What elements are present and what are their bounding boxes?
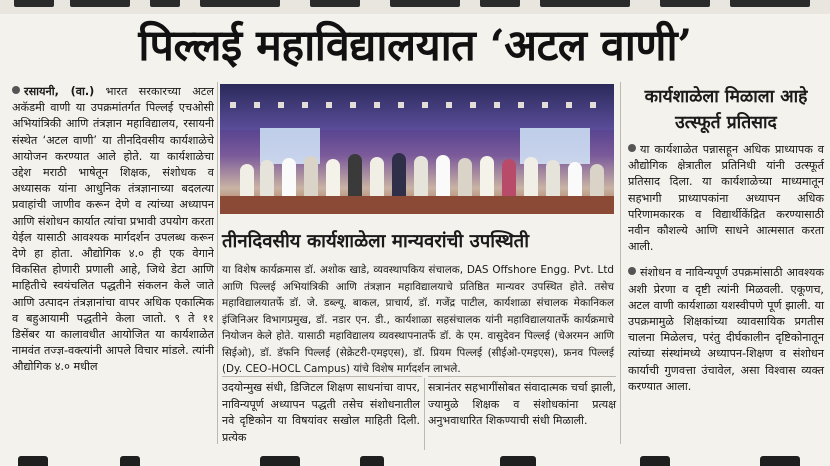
left-column	[12, 84, 214, 446]
right-paragraph-1-text: या कार्यशाळेत पन्नासहून अधिक प्राध्यापक व औद्योगिक क्षेत्रातील प्रतिनिधी यांनी उत्स्फूर्त प्रतिसाद दिला. या कार्यशाळेच्या माध्यमातून सहभागी प्राध्यापकांना अध्यापन अधिक परिणामकारक व विद्यार्थीकेंद्रित करण्यासाठी नवीन कौशल्ये आणि साधने आत्मसात करता आली.	[628, 143, 824, 254]
photo-caption: तीनदिवसीय कार्यशाळेला मान्यवरांची उपस्थिती	[222, 231, 529, 252]
bottom-right-paragraph: सत्रानंतर सहभागींसोबत संवादात्मक चर्चा झाली, ज्यामुळे शिक्षक व संशोधकांना प्रत्यक्ष अनुभवाधारित शिकण्याची संधी मिळाली.	[428, 381, 616, 427]
bullet-icon	[628, 144, 636, 152]
article-headline: पिल्लई महाविद्यालयात ‘अटल वाणी’	[138, 21, 692, 71]
bottom-left-paragraph: उदयोन्मुख संधी, डिजिटल शिक्षण साधनांचा वापर, नाविन्यपूर्ण अध्यापन पद्धती तसेच संशोधनातील नवे दृष्टिकोन या विषयांवर सखोल माहिती दिली. प्रत्येक	[222, 381, 420, 444]
right-column-heading: कार्यशाळेला मिळाला आहे उत्स्फूर्त प्रतिसाद	[644, 87, 808, 133]
middle-paragraph: या विशेष कार्यक्रमास डॉ. अशोक खाडे, व्यवस्थापकिय संचालक, DAS Offshore Engg. Pvt. Ltd आणि पिल्लई अभियांत्रिकी आणि तंत्रज्ञान महाविद्यालयाचे प्रतिष्ठित मान्यवर उपस्थित होते. तसेच महाविद्यालयातर्फे डॉ. जे. डब्ल्यू. बाकल, प्राचार्य, डॉ. गजेंद्र पाटील, कार्यशाळा संचालक मेकानिकल इंजिनिअर विभागप्रमुख, डॉ. नडार एन. डी., कार्यशाळा सहसंचालक यांनी महाविद्यालयातर्फे कार्यक्रमाचे नियोजन केले होते. यासाठी महाविद्यालय व्यवस्थापनातर्फे डॉ. के एम. वासुदेवन पिल्लई (चेअरमन आणि सिईओ), डॉ. डॅफनि पिल्लई (सेक्रेटरी-एमइएस), डॉ. प्रियम पिल्लई (सीईओ-एमइएस), फ्रनव पिल्लई (Dy. CEO-HOCL Campus) यांचे विशेष मार्गदर्शन लाभले.	[222, 264, 614, 375]
right-paragraph-1	[628, 142, 824, 255]
right-paragraph-2-text: संशोधन व नाविन्यपूर्ण उपक्रमांसाठी आवश्यक अशी प्रेरणा व दृष्टी त्यांनी मिळवली. एकूणच, अटल वाणी कार्यशाळा यशस्वीपणे पूर्ण झाली. या उपक्रमामुळे शिक्षकांच्या व्यावसायिक प्रगतीस चालना मिळेलच, परंतु दीर्घकालीन दृष्टिकोनातून त्यांच्या संस्थांमध्ये अध्यापन-शिक्षण व संशोधन कार्याची गुणवत्ता उंचावेल, असा विश्वास व्यक्त करण्यात आला.	[628, 266, 824, 393]
bullet-icon	[628, 267, 636, 275]
right-paragraph-2	[628, 265, 824, 395]
right-column	[628, 142, 824, 405]
event-photo	[220, 84, 614, 214]
column-divider	[424, 378, 425, 450]
column-divider	[620, 82, 621, 444]
next-article-strip	[0, 452, 830, 466]
section-divider	[222, 376, 422, 377]
photo-stage	[220, 196, 614, 214]
bullet-icon	[12, 86, 20, 94]
left-column-body: भारत सरकारच्या अटल अकॅडमी वाणी या उपक्रमांतर्गत पिल्लई एचओसी अभियांत्रिकी आणि तंत्रज्ञान महाविद्यालय, रसायनी संस्थेत ‘अटल वाणी’ या तीनदिवसीय कार्यशाळेचे आयोजन करण्यात आले होते. या कार्यशाळेचा उद्देश मराठी भाषेतून शिक्षक, संशोधक व अध्यासक यांना आधुनिक तंत्रज्ञानाच्या बदलत्या प्रवाहांची जाणीव करून देणे व त्यांच्या अध्यापन आणि संशोधन कार्यात त्यांचा प्रभावी उपयोग करता येईल यासाठी आवश्यक मार्गदर्शन उपलब्ध करून देणे हा होता. औद्योगिक ४.० ही एक वेगाने विकसित होणारी प्रणाली आहे, जिथे डेटा आणि माहितीचे स्वयंचलित पद्धतीने संकलन केले जाते आणि उत्पादन तंत्रज्ञानांचा वापर अधिक एकात्मिक व बहुआयामी पद्धतीने केला जातो. ९ ते ११ डिसेंबर या कालावधीत आयोजित या कार्यशाळेत नामवंत तज्ज्ञ-वक्त्यांनी आपले विचार मांडले. त्यांनी औद्योगिक ४.० मधील	[12, 85, 214, 374]
column-divider	[217, 82, 218, 444]
section-divider	[428, 376, 616, 377]
photo-lights	[230, 102, 604, 108]
previous-article-strip	[0, 0, 830, 14]
dateline: रसायनी, (वा.)	[24, 85, 95, 98]
left-column-text	[12, 84, 214, 376]
